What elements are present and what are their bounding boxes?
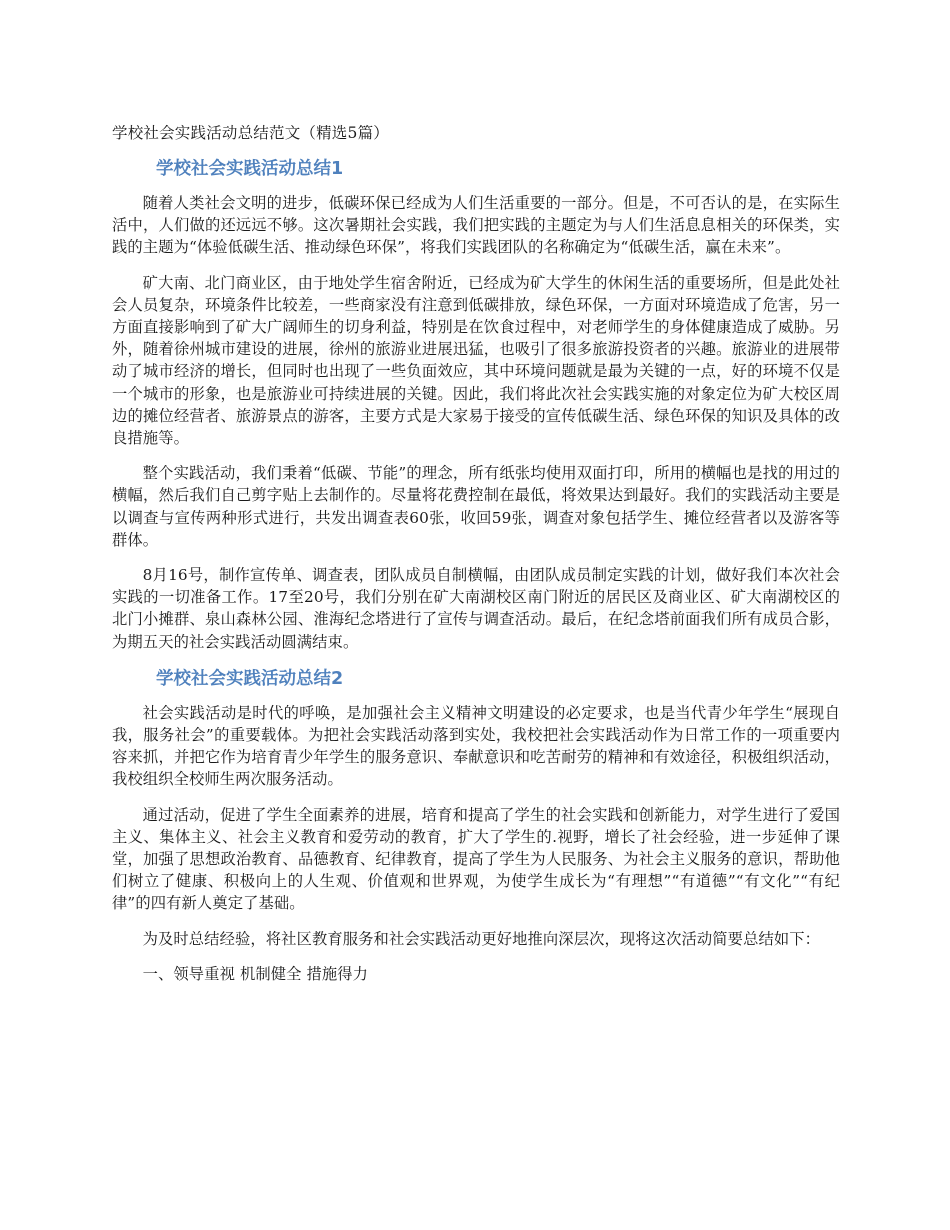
paragraph: 随着人类社会文明的进步，低碳环保已经成为人们生活重要的一部分。但是，不可否认的是，在实际生活中，人们做的还远远不够。这次暑期社会实践，我们把实践的主题定为与人们生活息息相关的环保类，实践的主题为“体验低碳生活、推动绿色环保”，将我们实践团队的名称确定为“低碳生活，赢在未来”。	[112, 194, 840, 257]
subheading-paragraph: 一、领导重视 机制健全 措施得力	[142, 964, 369, 983]
paragraph: 8月16号，制作宣传单、调查表，团队成员自制横幅，由团队成员制定实践的计划，做好我们本次社会实践的一切准备工作。17至20号，我们分别在矿大南湖校区南门附近的居民区及商业区、矿大南湖校区的北门小摊群、泉山森林公园、淮海纪念塔进行了宣传与调查活动。最后，在纪念塔前面我们所有成员合影，为期五天的社会实践活动圆满结束。	[112, 566, 840, 651]
paragraph: 社会实践活动是时代的呼唤，是加强社会主义精神文明建设的必定要求，也是当代青少年学生“展现自我，服务社会”的重要载体。为把社会实践活动落到实处，我校把社会实践活动作为日常工作的一项重要内容来抓，并把它作为培育青少年学生的服务意识、奉献意识和吃苦耐劳的精神和有效途径，积极组织活动，我校组织全校师生两次服务活动。	[112, 703, 840, 789]
section-2	[112, 666, 840, 985]
section-heading-2: 学校社会实践活动总结2	[156, 668, 344, 689]
document-page	[112, 120, 840, 998]
section-1	[112, 156, 840, 653]
paragraph: 整个实践活动，我们秉着“低碳、节能”的理念，所有纸张均使用双面打印，所用的横幅也是找的用过的横幅，然后我们自己剪字贴上去制作的。尽量将花费控制在最低，将效果达到最好。我们的实践活动主要是以调查与宣传两种形式进行，共发出调查表60张，收回59张，调查对象包括学生、摊位经营者以及游客等群体。	[112, 464, 840, 549]
paragraph: 矿大南、北门商业区，由于地处学生宿舍附近，已经成为矿大学生的休闲生活的重要场所，但是此处社会人员复杂，环境条件比较差，一些商家没有注意到低碳排放，绿色环保，一方面对环境造成了危害，另一方面直接影响到了矿大广阔师生的切身利益，特别是在饮食过程中，对老师学生的身体健康造成了威胁。另外，随着徐州城市建设的进展，徐州的旅游业进展迅猛，也吸引了很多旅游投资者的兴趣。旅游业的进展带动了城市经济的增长，但同时也出现了一些负面效应，其中环境问题就是最为关键的一点，好的环境不仅是一个城市的形象，也是旅游业可持续进展的关键。因此，我们将此次社会实践实施的对象定位为矿大校区周边的摊位经营者、旅游景点的游客，主要方式是大家易于接受的宣传低碳生活、绿色环保的知识及具体的改良措施等。	[112, 273, 840, 448]
paragraph: 为及时总结经验，将社区教育服务和社会实践活动更好地推向深层次，现将这次活动简要总结如下：	[142, 929, 821, 948]
document-title: 学校社会实践活动总结范文（精选5篇）	[112, 124, 389, 142]
paragraph: 通过活动，促进了学生全面素养的进展，培育和提高了学生的社会实践和创新能力，对学生进行了爱国主义、集体主义、社会主义教育和爱劳动的教育，扩大了学生的.视野，增长了社会经验，进一步延伸了课堂，加强了思想政治教育、品德教育、纪律教育，提高了学生为人民服务、为社会主义服务的意识，帮助他们树立了健康、积极向上的人生观、价值观和世界观，为使学生成长为“有理想”“有道德”“有文化”“有纪律”的四有新人奠定了基础。	[112, 805, 840, 913]
section-heading-1: 学校社会实践活动总结1	[156, 159, 344, 179]
